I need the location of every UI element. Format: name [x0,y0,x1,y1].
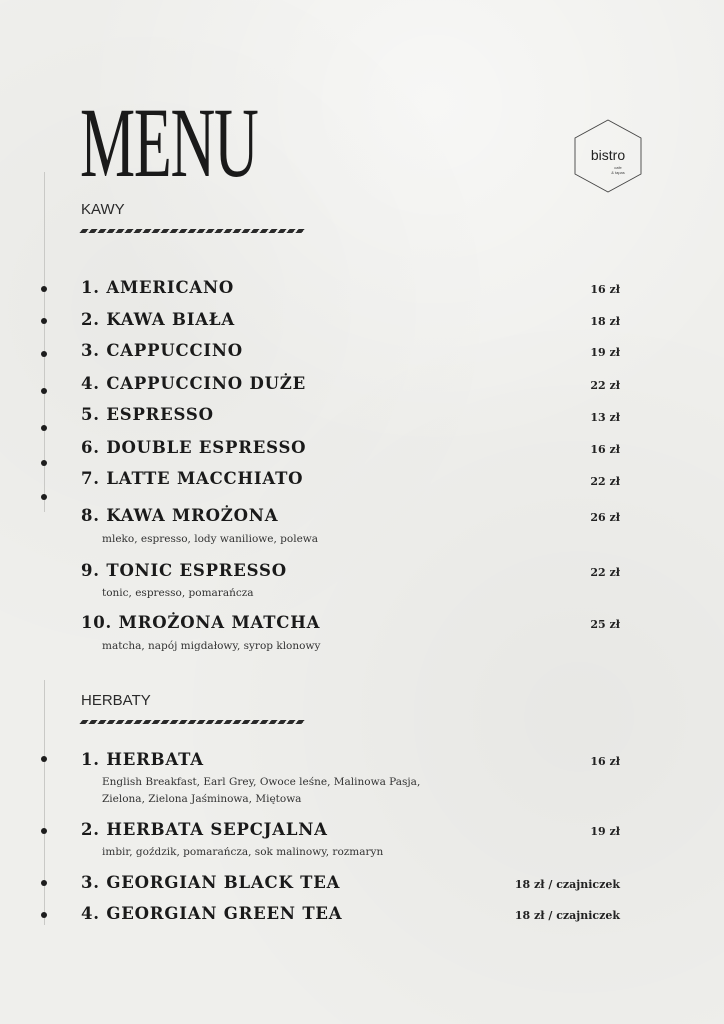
menu-item-name: 3. GEORGIAN BLACK TEA [81,873,341,892]
section-divider-kawy [79,229,306,233]
menu-item-name: 10. MROŻONA MATCHA [81,613,321,632]
menu-item-name: 6. DOUBLE ESPRESSO [81,438,307,457]
bullet-dot [41,286,47,292]
menu-item-name: 2. KAWA BIAŁA [81,310,236,329]
menu-item-price: 18 zł / czajniczek [514,878,620,891]
bullet-dot [41,912,47,918]
menu-item-name: 1. AMERICANO [81,278,235,297]
logo-brand: bistro [590,147,626,163]
menu-item-price: 22 zł [590,566,620,579]
menu-item-name: 3. CAPPUCCINO [81,341,243,360]
menu-item-name: 4. GEORGIAN GREEN TEA [81,904,343,923]
menu-item-name: 4. CAPPUCCINO DUŻE [81,374,307,393]
bullet-dot [41,318,47,324]
menu-item-price: 16 zł [590,755,620,768]
menu-item-price: 26 zł [590,511,620,524]
menu-item-name: 8. KAWA MROŻONA [81,506,279,525]
bistro-logo [572,118,644,194]
menu-item-price: 13 zł [590,411,620,424]
menu-item-name: 9. TONIC ESPRESSO [81,561,287,580]
bullet-dot [41,388,47,394]
menu-item-price: 22 zł [590,379,620,392]
menu-item-description: English Breakfast, Earl Grey, Owoce leśne, Malinowa Pasja, [102,776,421,788]
menu-item-description: tonic, espresso, pomarańcza [102,587,254,599]
menu-item-name: 7. LATTE MACCHIATO [81,469,304,488]
menu-item-description: matcha, napój migdałowy, syrop klonowy [102,640,321,652]
menu-item-name: 2. HERBATA SEPCJALNA [81,820,328,839]
section-heading-herbaty: HERBATY [81,692,151,709]
bullet-dot [41,880,47,886]
bullet-dot [41,756,47,762]
bullet-dot [41,828,47,834]
bullet-dot [41,351,47,357]
menu-item-name: 1. HERBATA [81,750,204,769]
menu-item-price: 25 zł [590,618,620,631]
menu-item-price: 16 zł [590,443,620,456]
bullet-dot [41,494,47,500]
menu-item-price: 18 zł / czajniczek [514,909,620,922]
bullet-dot [41,425,47,431]
menu-item-description: mleko, espresso, lody waniliowe, polewa [102,533,319,545]
logo-tagline-1: cafe [614,165,622,170]
menu-item-price: 16 zł [590,283,620,296]
menu-item-price: 22 zł [590,475,620,488]
section-heading-kawy: KAWY [81,201,125,218]
bullet-dot [41,460,47,466]
menu-item-price: 18 zł [590,315,620,328]
menu-item-name: 5. ESPRESSO [81,405,214,424]
section-spine-herbaty [44,680,45,925]
menu-item-description: imbir, goździk, pomarańcza, sok malinowy, rozmaryn [102,846,384,858]
section-divider-herbaty [79,720,306,724]
logo-tagline-2: & tapas [611,170,625,175]
menu-item-price: 19 zł [590,825,620,838]
menu-item-price: 19 zł [590,346,620,359]
menu-item-description: Zielona, Zielona Jaśminowa, Miętowa [102,793,302,805]
menu-title: MENU [80,87,258,198]
